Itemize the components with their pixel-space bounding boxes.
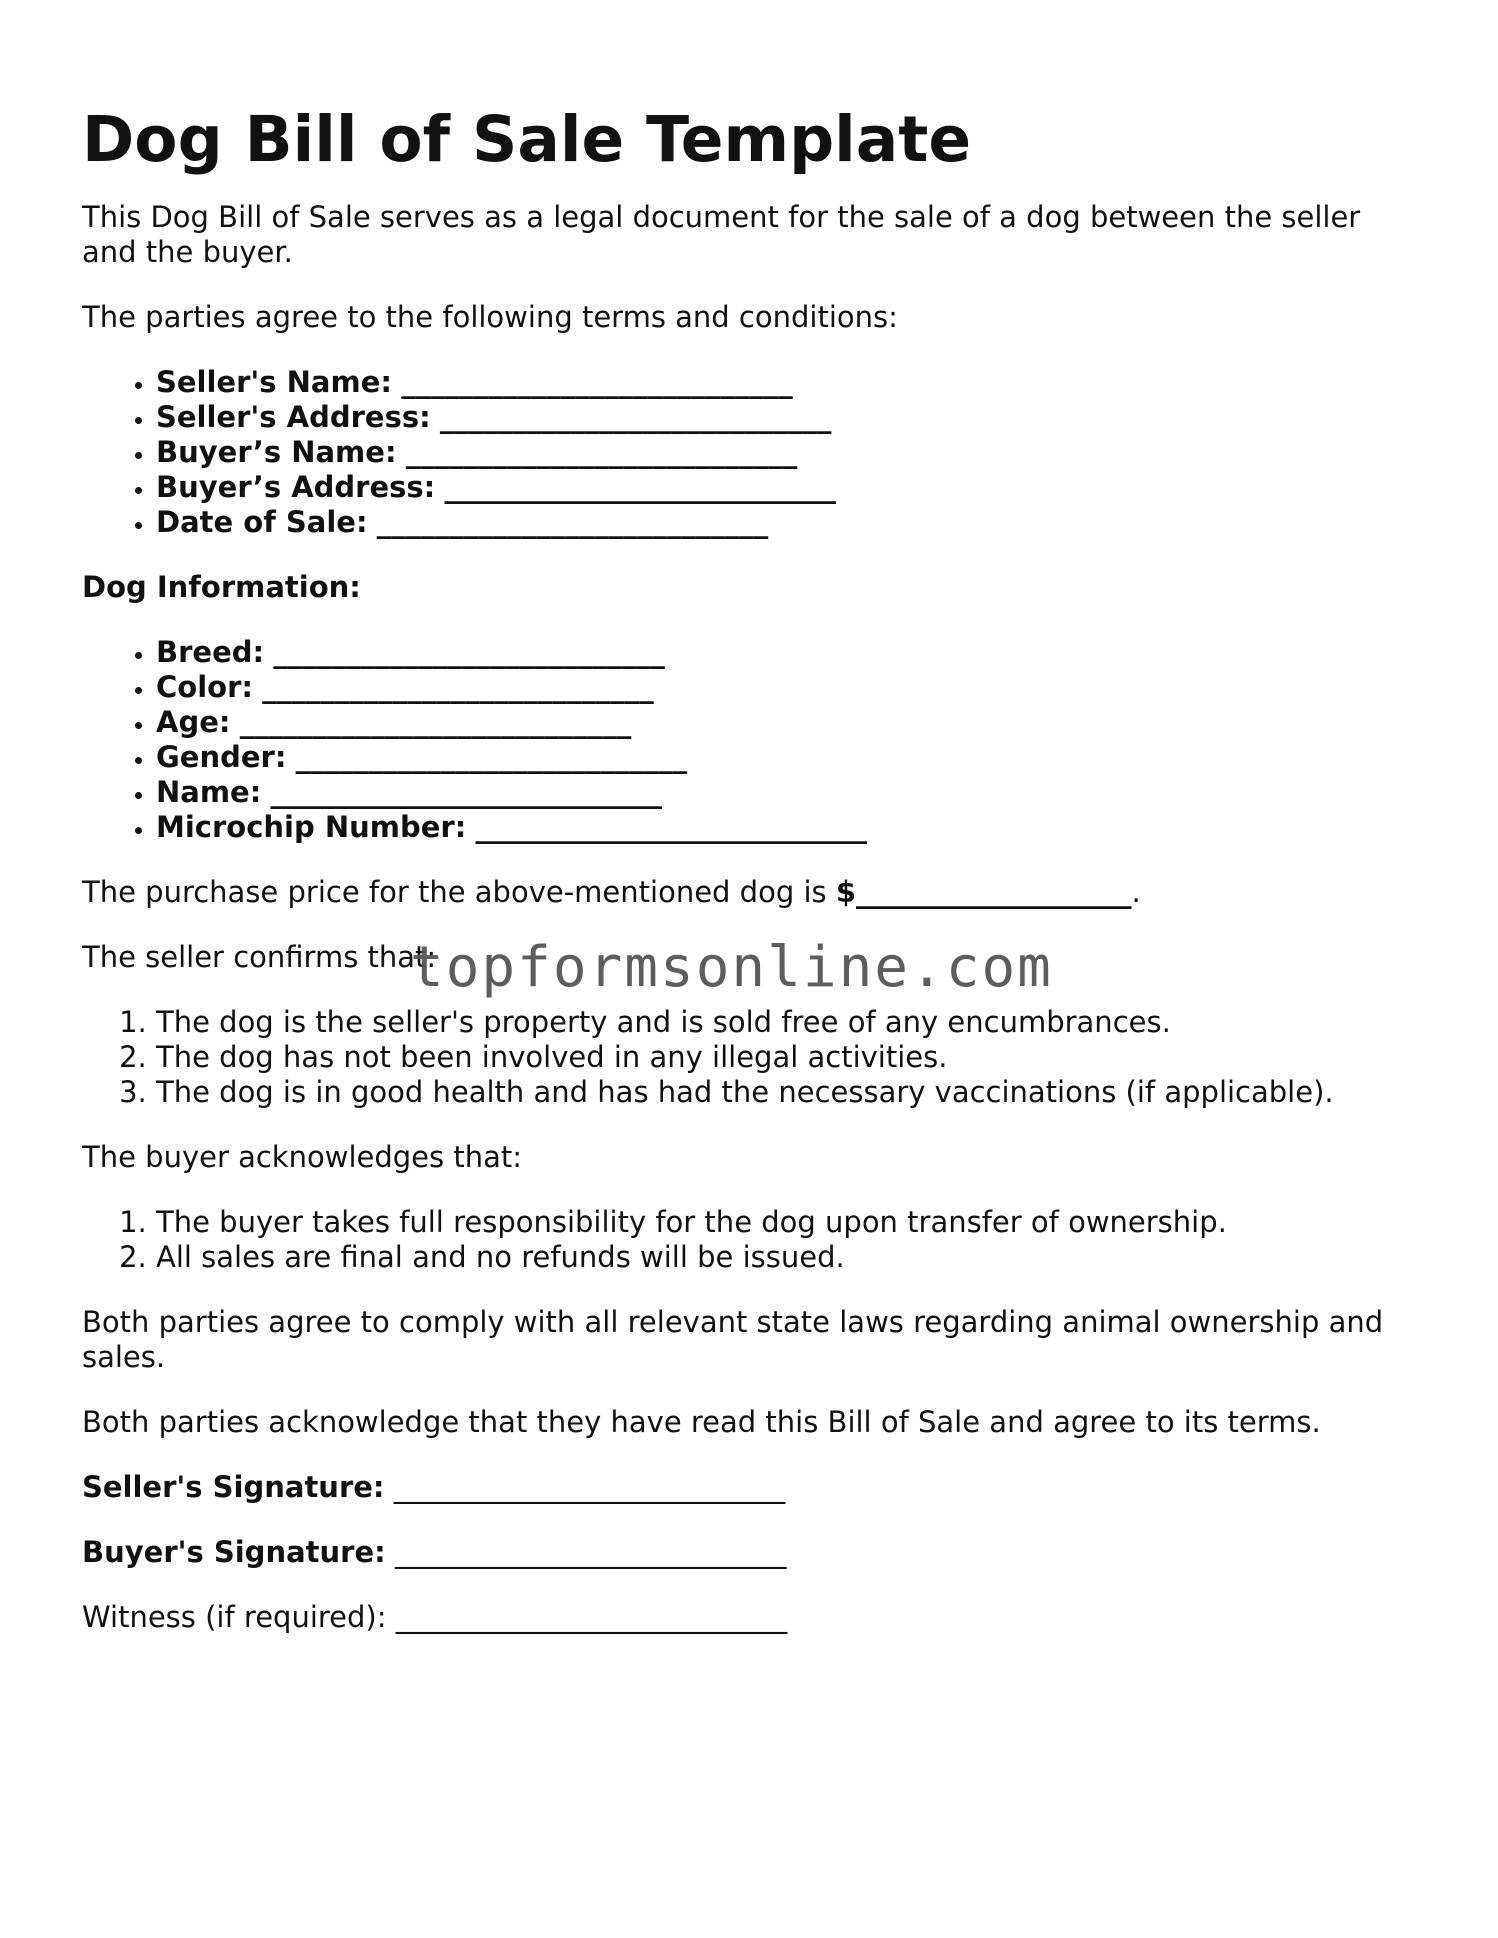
buyer-signature-line (82, 1535, 1422, 1570)
watermark: topformsonline.com (410, 935, 1053, 1000)
document-page (82, 100, 1422, 1665)
field-label: Seller's Name: (156, 365, 392, 399)
field-label: Date of Sale: (156, 505, 368, 539)
blank-line: ___________________________ (401, 365, 793, 399)
list-item: 2. The dog has not been involved in any illegal activities. (156, 1040, 1422, 1075)
field-label: Seller's Address: (156, 400, 431, 434)
witness-label: Witness (if required): (82, 1600, 387, 1634)
blank-line: ___________________________ (273, 635, 665, 669)
list-item (156, 470, 1422, 505)
field-label: Color: (156, 670, 253, 704)
seller-signature-label: Seller's Signature: (82, 1470, 385, 1504)
acknowledge-paragraph: Both parties acknowledge that they have read this Bill of Sale and agree to its terms. (82, 1405, 1321, 1439)
field-label: Gender: (156, 740, 287, 774)
blank-line: ___________________________ (376, 505, 769, 539)
blank-line: ___________________________ (439, 400, 832, 434)
blank-line: ___________________________ (262, 670, 654, 704)
blank-line: ___________________________ (475, 810, 868, 844)
seller-signature-line (82, 1470, 1422, 1505)
witness-signature-line (82, 1600, 1422, 1635)
list-item (156, 505, 1422, 540)
buyer-signature-label: Buyer's Signature: (82, 1535, 386, 1569)
field-label: Name: (156, 775, 262, 809)
list-item (156, 810, 1422, 845)
buyer-acknowledges-list (82, 1205, 1422, 1275)
purchase-price (82, 875, 1422, 910)
seller-confirms-heading: The seller confirms that: (82, 940, 437, 974)
field-label: Age: (156, 705, 231, 739)
dog-info-heading: Dog Information: (82, 570, 361, 604)
list-item: 3. The dog is in good health and has had the necessary vaccinations (if applicable). (156, 1075, 1422, 1110)
list-item (156, 400, 1422, 435)
blank-line: ___________________________ (394, 1535, 787, 1569)
list-item (156, 435, 1422, 470)
price-amount: $___________________ (835, 875, 1132, 909)
terms-intro: The parties agree to the following terms and conditions: (82, 300, 898, 334)
seller-confirms-list (82, 1005, 1422, 1110)
field-label: Microchip Number: (156, 810, 467, 844)
list-item (156, 635, 1422, 670)
price-end: . (1131, 875, 1141, 909)
list-item: 1. The buyer takes full responsibility for the dog upon transfer of ownership. (156, 1205, 1422, 1240)
blank-line: ___________________________ (239, 705, 632, 739)
list-item (156, 740, 1422, 775)
buyer-acknowledges-heading: The buyer acknowledges that: (82, 1140, 522, 1174)
blank-line: ___________________________ (395, 1600, 788, 1634)
parties-list (82, 365, 1422, 540)
dog-info-list (82, 635, 1422, 845)
field-label: Buyer’s Name: (156, 435, 397, 469)
list-item (156, 365, 1422, 400)
list-item (156, 670, 1422, 705)
page-title: Dog Bill of Sale Template (82, 103, 972, 176)
blank-line: ___________________________ (393, 1470, 786, 1504)
intro-paragraph: This Dog Bill of Sale serves as a legal document for the sale of a dog between the seller and the buyer. (82, 200, 1361, 269)
blank-line: ___________________________ (405, 435, 798, 469)
list-item (156, 775, 1422, 810)
compliance-paragraph: Both parties agree to comply with all relevant state laws regarding animal ownership and sales. (82, 1305, 1384, 1374)
blank-line: ___________________________ (444, 470, 836, 504)
list-item: 1. The dog is the seller's property and is sold free of any encumbrances. (156, 1005, 1422, 1040)
blank-line: ___________________________ (270, 775, 663, 809)
field-label: Breed: (156, 635, 265, 669)
field-label: Buyer’s Address: (156, 470, 436, 504)
list-item: 2. All sales are final and no refunds will be issued. (156, 1240, 1422, 1275)
blank-line: ___________________________ (295, 740, 688, 774)
list-item (156, 705, 1422, 740)
price-text: The purchase price for the above-mentioned dog is (82, 875, 836, 909)
